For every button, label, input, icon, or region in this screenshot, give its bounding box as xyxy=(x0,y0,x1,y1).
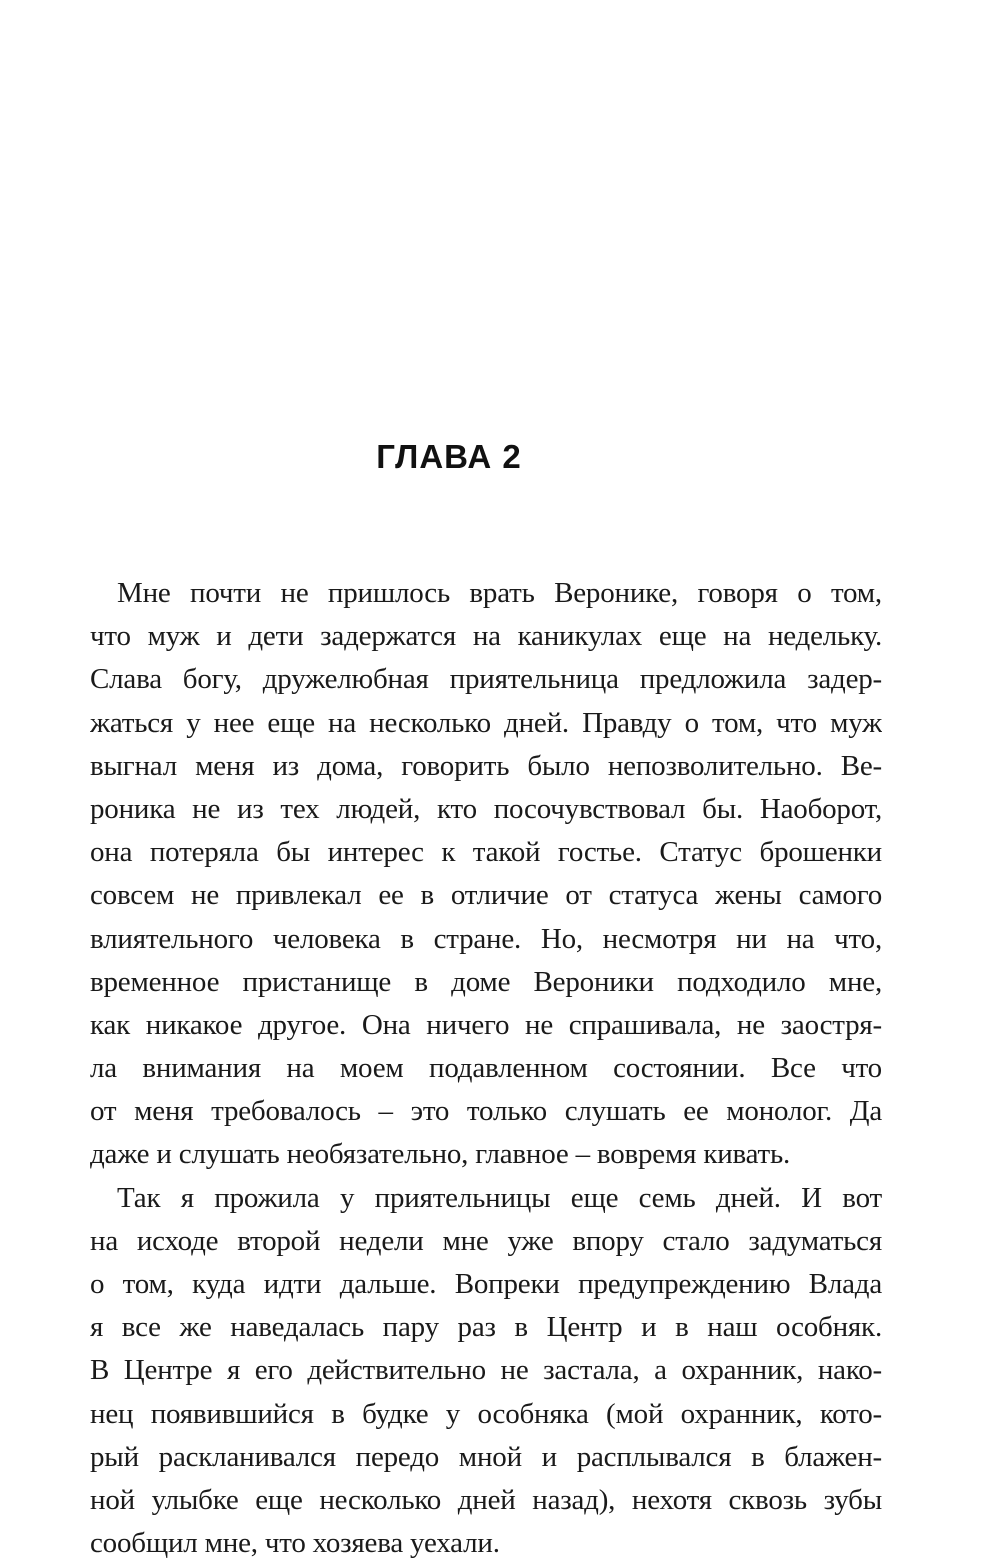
text-line: я все же наведалась пару раз в Центр и в наш особняк. xyxy=(90,1311,882,1344)
text-line: роника не из тех людей, кто посочувствовал бы. Наоборот, xyxy=(90,792,882,825)
text-line: совсем не привлекал ее в отличие от статуса жены самого xyxy=(90,879,882,912)
paragraph xyxy=(90,1177,882,1565)
text-line: ной улыбке еще несколько дней назад), нехотя сквозь зубы xyxy=(90,1483,882,1516)
text-line: выгнал меня из дома, говорить было непозволительно. Ве- xyxy=(90,749,882,782)
text-line: влиятельного человека в стране. Но, несмотря ни на что, xyxy=(90,922,882,955)
text-line: на исходе второй недели мне уже впору стало задуматься xyxy=(90,1224,882,1257)
text-line: В Центре я его действительно не застала, а охранник, нако- xyxy=(90,1354,882,1387)
text-line: что муж и дети задержатся на каникулах еще на недельку. xyxy=(90,620,882,653)
text-line: от меня требовалось – это только слушать ее монолог. Да xyxy=(90,1095,882,1128)
text-line: жаться у нее еще на несколько дней. Правду о том, что муж xyxy=(90,706,882,739)
text-line: сообщил мне, что хозяева уехали. xyxy=(90,1527,500,1560)
chapter-body xyxy=(90,572,882,1565)
paragraph xyxy=(90,572,882,1177)
text-line: даже и слушать необязательно, главное – вовремя кивать. xyxy=(90,1138,791,1171)
text-line: рый раскланивался передо мной и расплывался в блажен- xyxy=(90,1440,882,1473)
text-line: Слава богу, дружелюбная приятельница предложила задер- xyxy=(90,663,882,696)
text-line: нец появившийся в будке у особняка (мой охранник, кото- xyxy=(90,1397,882,1430)
text-line: Так я прожила у приятельницы еще семь дней. И вот xyxy=(117,1181,882,1214)
text-line: ла внимания на моем подавленном состоянии. Все что xyxy=(90,1052,882,1085)
text-line: Мне почти не пришлось врать Веронике, говоря о том, xyxy=(117,577,882,609)
text-line: о том, куда идти дальше. Вопреки предупреждению Влада xyxy=(90,1268,882,1300)
chapter-title: ГЛАВА 2 xyxy=(376,438,522,476)
text-line: временное пристанище в доме Вероники подходило мне, xyxy=(90,965,882,998)
text-line: как никакое другое. Она ничего не спрашивала, не заостря- xyxy=(90,1008,882,1041)
text-line: она потеряла бы интерес к такой гостье. Статус брошенки xyxy=(90,836,882,869)
